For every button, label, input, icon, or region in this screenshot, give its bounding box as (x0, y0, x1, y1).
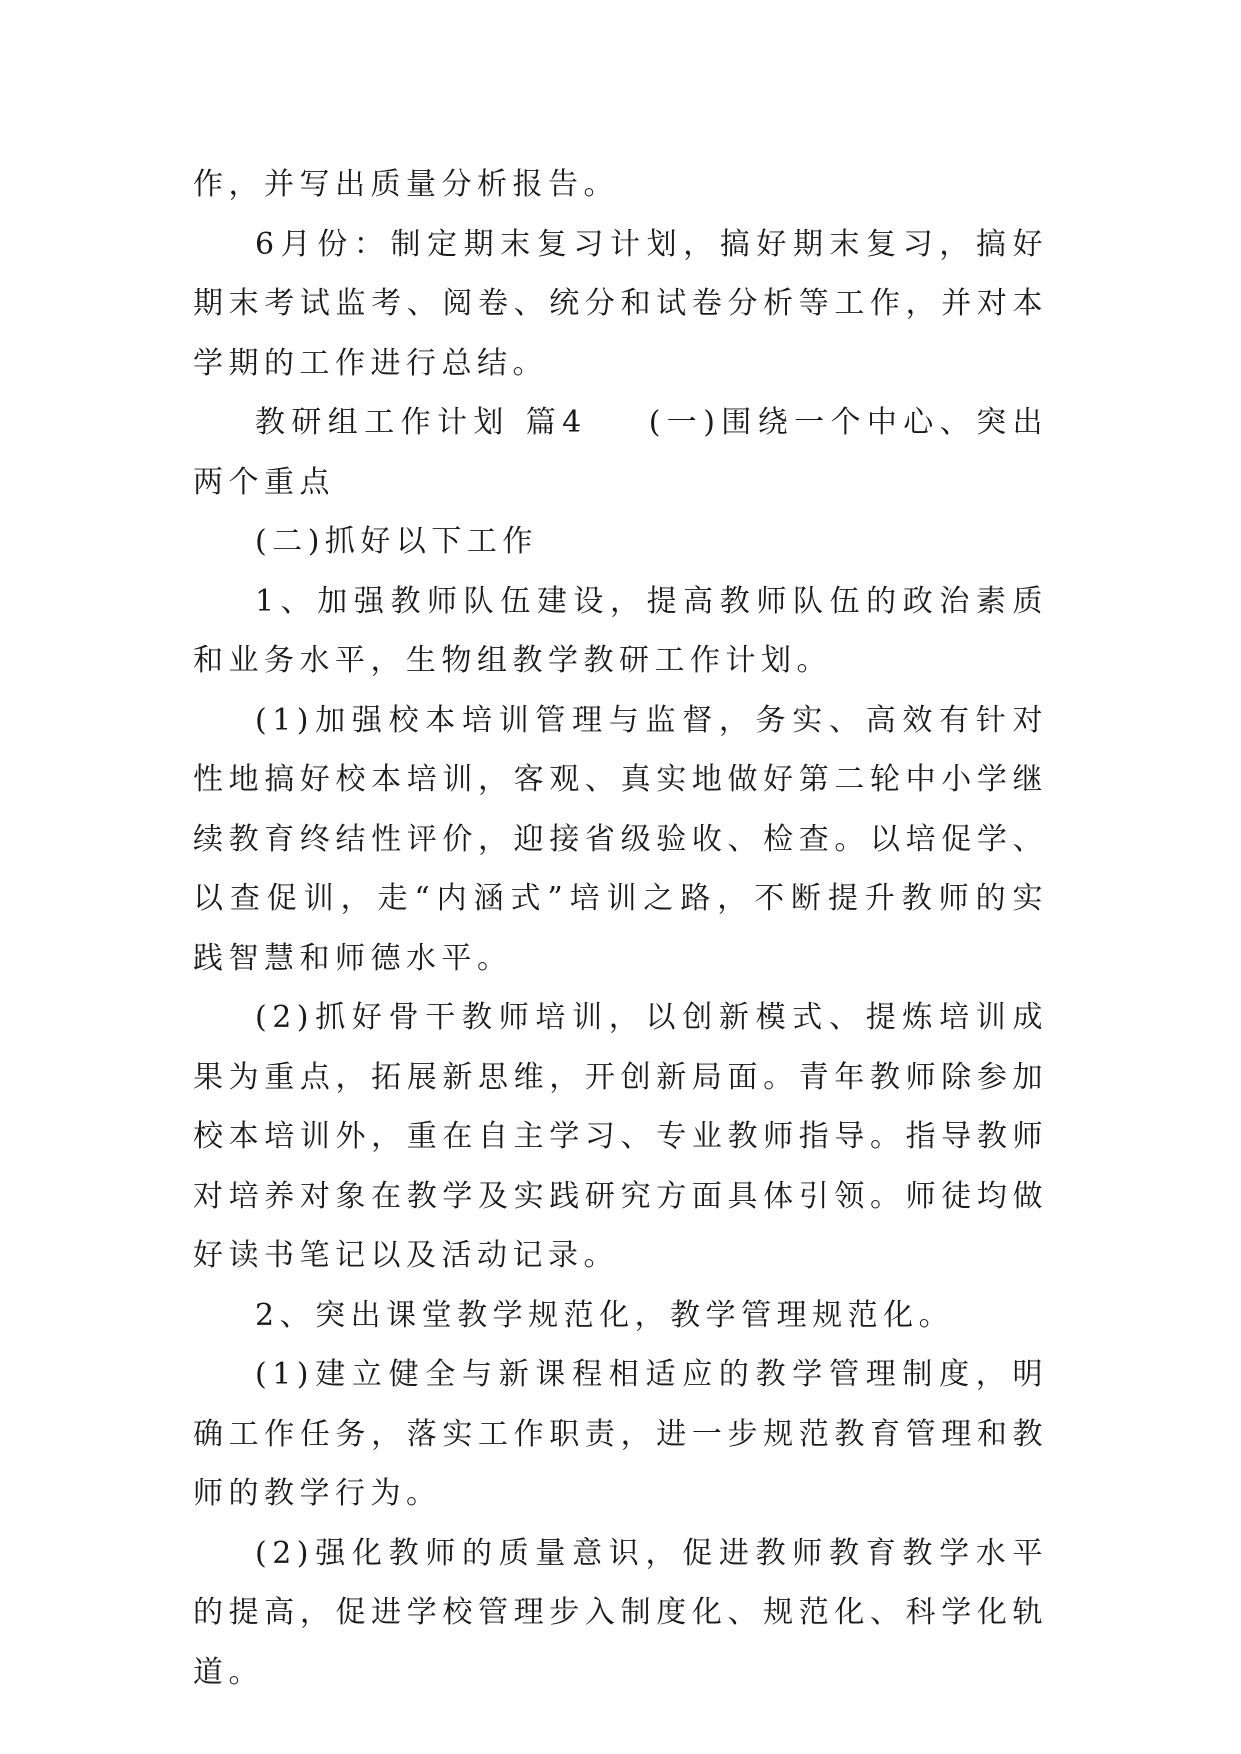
paragraph: (2)抓好骨干教师培训，以创新模式、提炼培训成果为重点，拓展新思维，开创新局面。青年教师除参加校本培训外，重在自主学习、专业教师指导。指导教师对培养对象在教学及实践研究方面具体引领。师徒均做好读书笔记以及活动记录。 (193, 1000, 1048, 1273)
paragraph: (1)加强校本培训管理与监督，务实、高效有针对性地搞好校本培训，客观、真实地做好第二轮中小学继续教育终结性评价，迎接省级验收、检查。以培促学、以查促训，走“内涵式”培训之路，不断提升教师的实践智慧和师德水平。 (193, 702, 1048, 976)
section-number: 篇4 (525, 405, 587, 440)
paragraph: 作，并写出质量分析报告。 (193, 167, 619, 202)
section-first-point: (一)围绕一个中心、突出两个重点 (193, 405, 1048, 500)
paragraph: 6月份：制定期末复习计划，搞好期末复习，搞好期末考试监考、阅卷、统分和试卷分析等工作，并对本学期的工作进行总结。 (193, 226, 1048, 381)
section-heading-paragraph (193, 393, 1048, 512)
paragraph: (2)强化教师的质量意识，促进教师教育教学水平的提高，促进学校管理步入制度化、规范化、科学化轨道。 (193, 1535, 1048, 1690)
paragraph: (1)建立健全与新课程相适应的教学管理制度，明确工作任务，落实工作职责，进一步规范教育管理和教师的教学行为。 (193, 1357, 1048, 1511)
paragraph: (二)抓好以下工作 (255, 524, 538, 559)
paragraph: 2、突出课堂教学规范化，教学管理规范化。 (255, 1297, 955, 1333)
document-page (193, 155, 1048, 1702)
section-title: 教研组工作计划 (255, 405, 510, 440)
paragraph: 1、加强教师队伍建设，提高教师队伍的政治素质和业务水平，生物组教学教研工作计划。 (193, 583, 1048, 678)
